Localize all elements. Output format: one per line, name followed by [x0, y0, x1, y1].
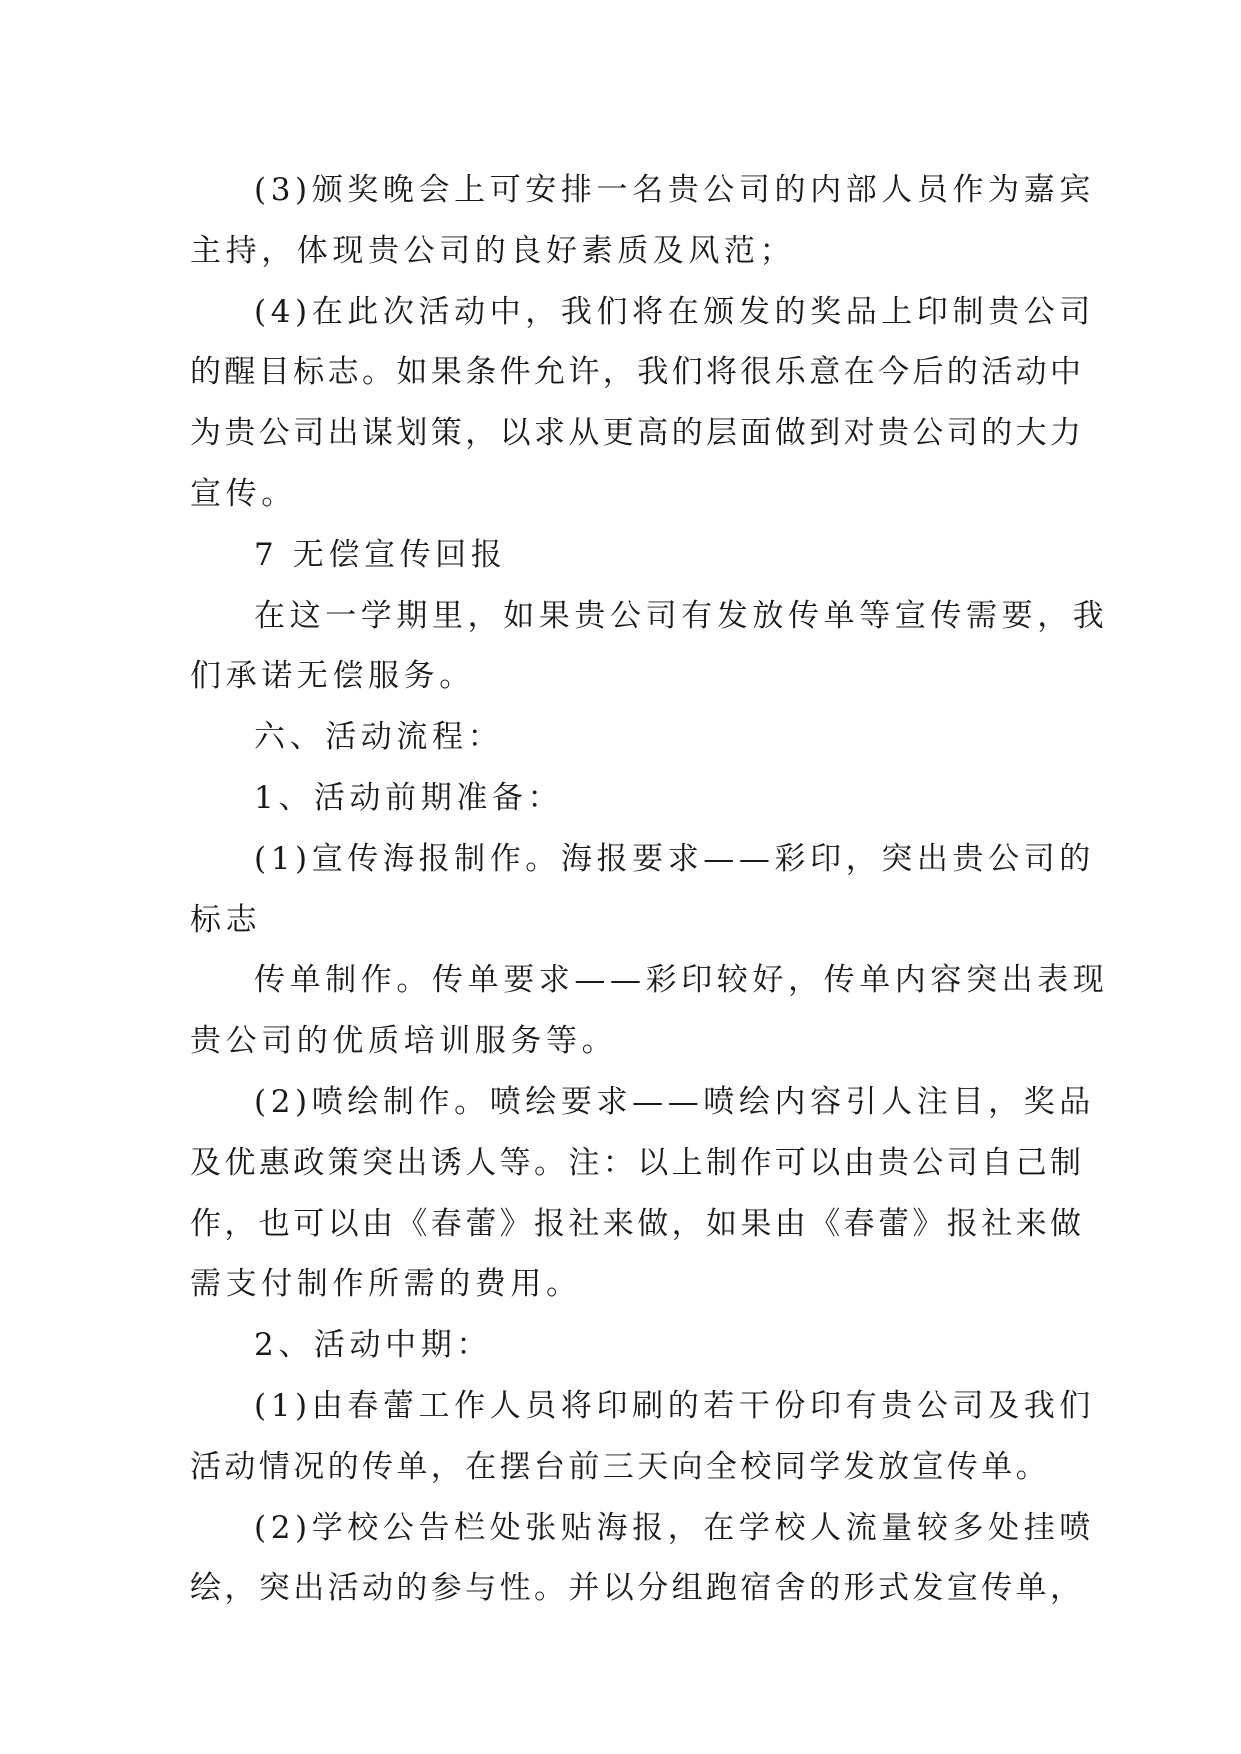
text-line: (1)由春蕾工作人员将印刷的若干份印有贵公司及我们 — [254, 1387, 1095, 1424]
paragraph-poster — [190, 829, 1095, 951]
section-heading-mid-phase — [190, 1315, 1070, 1376]
heading-line: 1、活动前期准备： — [254, 779, 564, 816]
text-line: 标志 — [190, 901, 262, 938]
text-line: 们承诺无偿服务。 — [190, 658, 475, 695]
text-line: 贵公司的优质培训服务等。 — [190, 1023, 618, 1060]
text-line: 的醒目标志。如果条件允许，我们将很乐意在今后的活动中 — [190, 354, 1085, 391]
paragraph-bulletin-board — [190, 1498, 1095, 1620]
heading-line: 7 无偿宣传回报 — [254, 536, 507, 573]
section-heading-preparation — [190, 768, 1070, 829]
text-line: (2)学校公告栏处张贴海报，在学校人流量较多处挂喷 — [254, 1509, 1095, 1546]
heading-line: 2、活动中期： — [254, 1327, 492, 1364]
text-line: (2)喷绘制作。喷绘要求——喷绘内容引人注目，奖品 — [254, 1083, 1095, 1120]
text-line: 在这一学期里，如果贵公司有发放传单等宣传需要，我 — [254, 597, 1109, 634]
paragraph-flyer-distribution — [190, 1376, 1095, 1498]
paragraph-free-service — [190, 586, 1109, 708]
text-line: (3)颁奖晚会上可安排一名贵公司的内部人员作为嘉宾 — [254, 172, 1095, 208]
text-line: 传单制作。传单要求——彩印较好，传单内容突出表现 — [254, 962, 1109, 999]
paragraph-flyer — [190, 950, 1109, 1072]
text-line: (1)宣传海报制作。海报要求——彩印，突出贵公司的 — [254, 840, 1095, 877]
text-line: 需支付制作所需的费用。 — [190, 1266, 582, 1303]
text-line: 绘，突出活动的参与性。并以分组跑宿舍的形式发宣传单， — [190, 1570, 1085, 1607]
text-line: (4)在此次活动中，我们将在颁发的奖品上印制贵公司 — [254, 293, 1095, 330]
paragraph-inkjet — [190, 1072, 1095, 1315]
paragraph-award-host — [190, 160, 1095, 282]
text-line: 作，也可以由《春蕾》报社来做，如果由《春蕾》报社来做 — [190, 1205, 1085, 1242]
paragraph-prize-logo — [190, 282, 1095, 525]
text-line: 宣传。 — [190, 475, 297, 512]
document-body — [190, 160, 1109, 1619]
section-heading-free-promotion — [190, 525, 1070, 586]
text-line: 主持，体现贵公司的良好素质及风范； — [190, 232, 796, 269]
text-line: 活动情况的传单，在摆台前三天向全校同学发放宣传单。 — [190, 1448, 1050, 1485]
heading-line: 六、活动流程： — [254, 719, 504, 756]
section-heading-activity-process — [190, 707, 1070, 768]
text-line: 及优惠政策突出诱人等。注：以上制作可以由贵公司自己制 — [190, 1144, 1085, 1181]
text-line: 为贵公司出谋划策，以求从更高的层面做到对贵公司的大力 — [190, 415, 1085, 452]
